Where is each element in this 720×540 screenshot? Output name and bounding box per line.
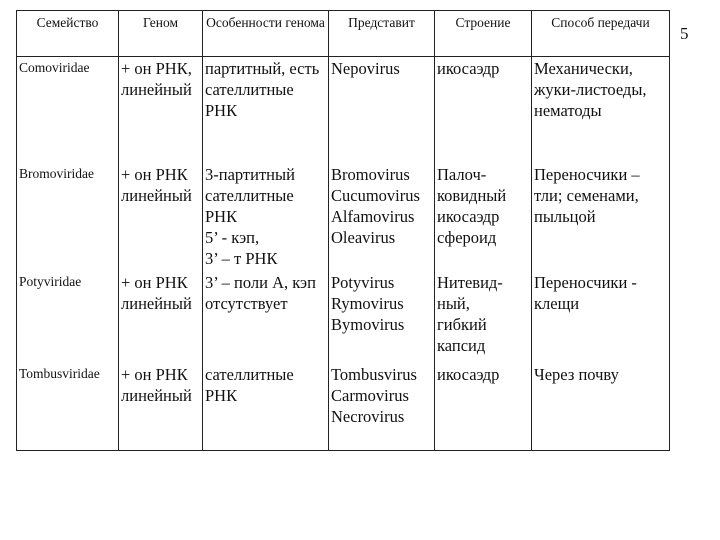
header-genome-features: Особенности генома [203, 11, 329, 57]
transmission-cell: Механически, жуки-листоеды, нематоды [532, 57, 670, 163]
representatives-cell: Bromovirus Cucumovirus Alfamovirus Oleavirus [329, 163, 435, 271]
family-cell: Bromoviridae [17, 163, 119, 271]
table-row [17, 271, 670, 363]
header-genome: Геном [119, 11, 203, 57]
family-cell: Potyviridae [17, 271, 119, 363]
features-cell: 3’ – поли А, кэп отсутствует [203, 271, 329, 363]
genome-cell: + он РНК, линейный [119, 57, 203, 163]
table-row [17, 363, 670, 451]
header-structure: Строение [435, 11, 532, 57]
family-cell: Tombusviridae [17, 363, 119, 451]
transmission-cell: Через почву [532, 363, 670, 451]
structure-cell: икосаэдр [435, 57, 532, 163]
genome-cell: + он РНК линейный [119, 363, 203, 451]
representatives-cell: Potyvirus Rymovirus Bymovirus [329, 271, 435, 363]
table-row [17, 57, 670, 163]
table-row [17, 163, 670, 271]
features-cell: партитный, есть сателлитные РНК [203, 57, 329, 163]
representatives-cell: Nepovirus [329, 57, 435, 163]
header-representatives: Представит [329, 11, 435, 57]
features-cell: 3-партитный сателлитные РНК 5’ - кэп, 3’ – т РНК [203, 163, 329, 271]
structure-cell: Нитевид- ный, гибкий капсид [435, 271, 532, 363]
structure-cell: Палоч- ковидный икосаэдр сфероид [435, 163, 532, 271]
family-cell: Comoviridae [17, 57, 119, 163]
transmission-cell: Переносчики - клещи [532, 271, 670, 363]
genome-cell: + он РНК линейный [119, 163, 203, 271]
transmission-cell: Переносчики – тли; семенами, пыльцой [532, 163, 670, 271]
header-transmission: Способ передачи [532, 11, 670, 57]
virus-families-table [16, 10, 670, 451]
features-cell: сателлитные РНК [203, 363, 329, 451]
genome-cell: + он РНК линейный [119, 271, 203, 363]
header-row [17, 11, 670, 57]
structure-cell: икосаэдр [435, 363, 532, 451]
representatives-cell: Tombusvirus Carmovirus Necrovirus [329, 363, 435, 451]
header-family: Семейство [17, 11, 119, 57]
page-number: 5 [680, 24, 689, 43]
